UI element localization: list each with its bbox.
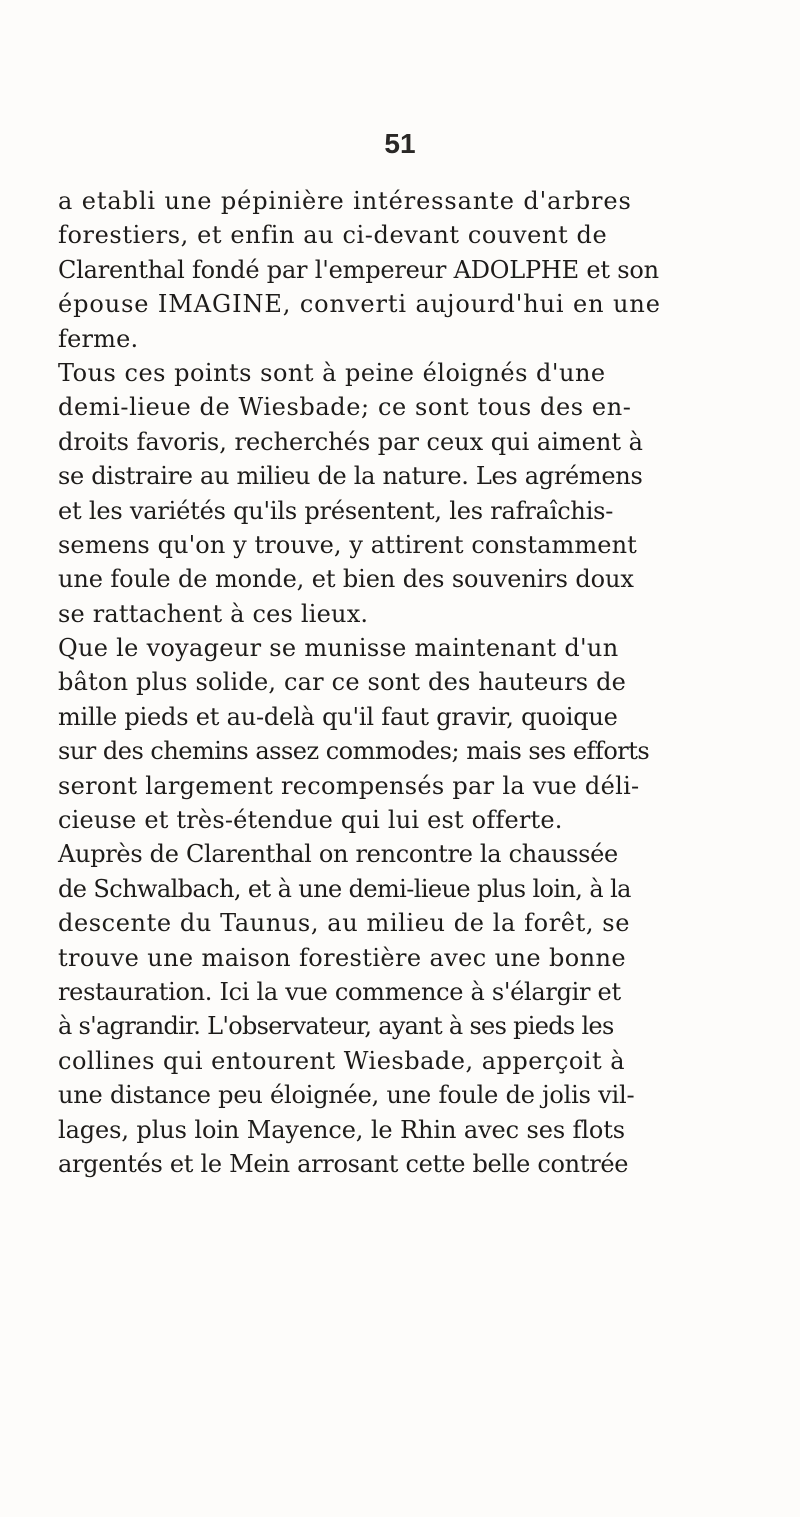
text-line: semens qu'on y trouve, y attirent constamment: [58, 530, 637, 559]
text-line: une distance peu éloignée, une foule de jolis vil-: [58, 1081, 635, 1110]
text-line: cieuse et très-étendue qui lui est offerte.: [58, 806, 563, 835]
text-line: seront largement recompensés par la vue déli-: [58, 771, 640, 800]
text-line: se distraire au milieu de la nature. Les agrémens: [58, 462, 643, 491]
text-line: Que le voyageur se munisse maintenant d'un: [58, 634, 619, 663]
text-line: bâton plus solide, car ce sont des hauteurs de: [58, 668, 627, 697]
text-line: et les variétés qu'ils présentent, les rafraîchis-: [58, 496, 614, 525]
text-line: se rattachent à ces lieux.: [58, 599, 369, 628]
text-line: collines qui entourent Wiesbade, apperçoit à: [58, 1046, 626, 1075]
text-line: Auprès de Clarenthal on rencontre la chaussée: [58, 840, 618, 869]
text-line: mille pieds et au-delà qu'il faut gravir, quoique: [58, 702, 618, 731]
text-line: Tous ces points sont à peine éloignés d'une: [58, 358, 606, 387]
text-line: lages, plus loin Mayence, le Rhin avec ses flots: [58, 1115, 626, 1144]
text-line: Clarenthal fondé par l'empereur ADOLPHE et son: [58, 255, 659, 284]
text-line: épouse IMAGINE, converti aujourd'hui en une: [58, 290, 661, 319]
body-text: [58, 184, 738, 1181]
text-line: trouve une maison forestière avec une bonne: [58, 943, 626, 972]
text-line: argentés et le Mein arrosant cette belle contrée: [58, 1149, 629, 1178]
text-line: une foule de monde, et bien des souvenirs doux: [58, 565, 634, 594]
text-line: droits favoris, recherchés par ceux qui aiment à: [58, 427, 643, 456]
text-line: à s'agrandir. L'observateur, ayant à ses pieds les: [58, 1012, 614, 1041]
text-line: restauration. Ici la vue commence à s'élargir et: [58, 977, 621, 1006]
text-line: a etabli une pépinière intéressante d'arbres: [58, 187, 632, 215]
text-line: sur des chemins assez commodes; mais ses efforts: [58, 737, 650, 766]
text-line: forestiers, et enfin au ci-devant couvent de: [58, 221, 608, 250]
text-line: demi-lieue de Wiesbade; ce sont tous des en-: [58, 393, 632, 422]
text-line: descente du Taunus, au milieu de la forêt, se: [58, 909, 631, 938]
page-number: 51: [384, 128, 416, 159]
text-line: ferme.: [58, 324, 139, 353]
text-line: de Schwalbach, et à une demi-lieue plus loin, à la: [58, 874, 631, 903]
